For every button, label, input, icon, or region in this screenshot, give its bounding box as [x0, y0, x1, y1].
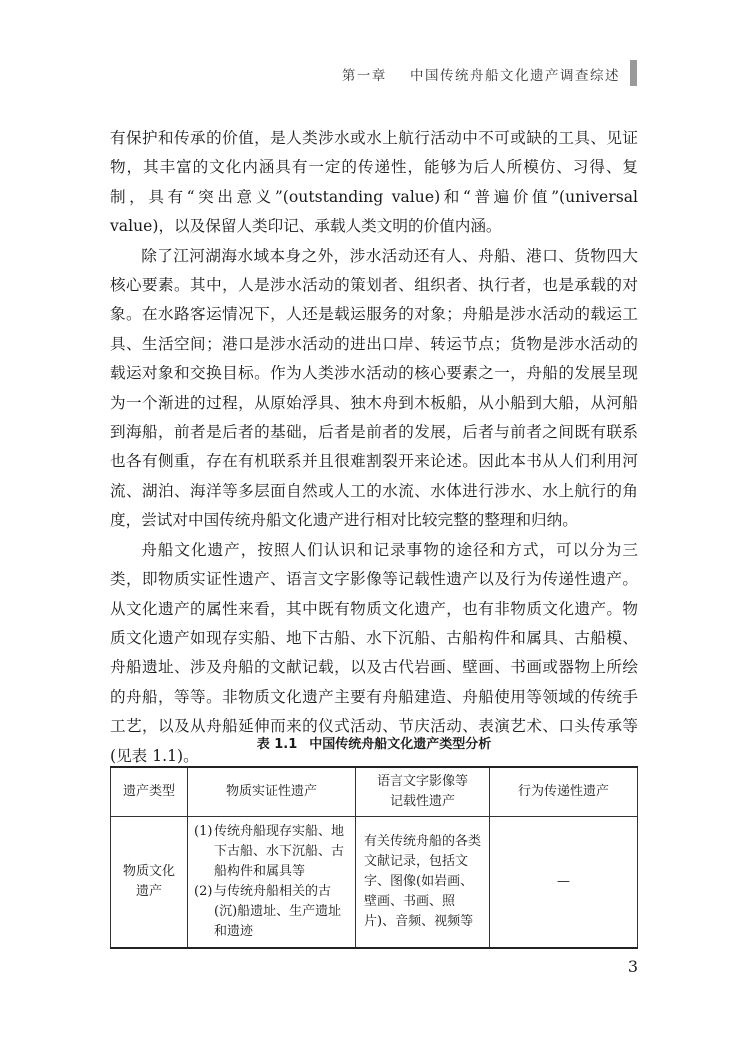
cell-behavior: — [490, 817, 638, 949]
list-item-text: 传统舟船现存实船、地下古船、水下沉船、古船构件和属具等 [214, 824, 345, 879]
cell-physical [188, 817, 356, 949]
running-header [0, 64, 620, 84]
cell-type-line1: 物质文化 [122, 864, 175, 879]
paragraph-1: 有保护和传承的价值，是人类涉水或水上航行活动中不可或缺的工具、见证物，其丰富的文化内涵具有一定的传递性，能够为后人所模仿、习得、复制，具有“突出意义”(outstanding value)和“普遍价值”(universal value)，以及保留人类印记、承载人类文明的价值内涵。 [110, 129, 638, 236]
cell-type-line2: 遗产 [135, 884, 162, 899]
header-physical: 物质实证性遗产 [188, 767, 356, 817]
heritage-type-table [110, 766, 638, 949]
table-row [111, 817, 638, 949]
header-type: 遗产类型 [111, 767, 188, 817]
list-item-number: (2) [194, 884, 213, 899]
cell-type [111, 817, 188, 949]
table-header-row [111, 767, 638, 817]
page-number: 3 [627, 957, 638, 976]
header-side-bar [630, 60, 637, 86]
chapter-title: 中国传统舟船文化遗产调查综述 [410, 68, 620, 84]
cell-record: 有关传统舟船的各类文献记录，包括文字、图像(如岩画、壁画、书画、照片)、音频、视频等 [356, 817, 490, 949]
table-caption-title: 中国传统舟船文化遗产类型分析 [309, 737, 492, 752]
header-record [356, 767, 490, 817]
chapter-label: 第一章 [341, 68, 387, 84]
paragraph-2: 除了江河湖海水域本身之外，涉水活动还有人、舟船、港口、货物四大核心要素。其中，人是涉水活动的策划者、组织者、执行者，也是承载的对象。在水路客运情况下，人还是载运服务的对象；舟船是涉水活动的载运工具、生活空间；港口是涉水活动的进出口岸、转运节点；货物是涉水活动的载运对象和交换目标。作为人类涉水活动的核心要素之一，舟船的发展呈现为一个渐进的过程，从原始浮具、独木舟到木板船，从小船到大船，从河船到海船，前者是后者的基础，后者是前者的发展，后者与前者之间既有联系也各有侧重，存在有机联系并且很难割裂开来论述。因此本书从人们利用河流、湖泊、海洋等多层面自然或人工的水流、水体进行涉水、水上航行的角度，尝试对中国传统舟船文化遗产进行相对比较完整的整理和归纳。 [110, 246, 638, 530]
list-item-text: 与传统舟船相关的古(沉)船遗址、生产遗址和遗迹 [214, 884, 342, 939]
list-item [194, 882, 349, 942]
header-behavior: 行为传递性遗产 [490, 767, 638, 817]
header-record-line1: 语言文字影像等 [376, 774, 468, 789]
list-item [194, 822, 349, 882]
table-caption [110, 733, 638, 752]
header-record-line2: 记载性遗产 [389, 794, 455, 809]
list-item-number: (1) [194, 824, 213, 839]
paragraph-3: 舟船文化遗产，按照人们认识和记录事物的途径和方式，可以分为三类，即物质实证性遗产、语言文字影像等记载性遗产以及行为传递性遗产。从文化遗产的属性来看，其中既有物质文化遗产，也有非物质文化遗产。物质文化遗产如现存实船、地下古船、水下沉船、古船构件和属具、古船模、舟船遗址、涉及舟船的文献记载，以及古代岩画、壁画、书画或器物上所绘的舟船，等等。非物质文化遗产主要有舟船建造、舟船使用等领域的传统手工艺，以及从舟船延伸而来的仪式活动、节庆活动、表演艺术、口头传承等(见表 1.1)。 [110, 540, 638, 765]
table-caption-number: 表 1.1 [256, 737, 298, 752]
body-text [110, 124, 638, 771]
